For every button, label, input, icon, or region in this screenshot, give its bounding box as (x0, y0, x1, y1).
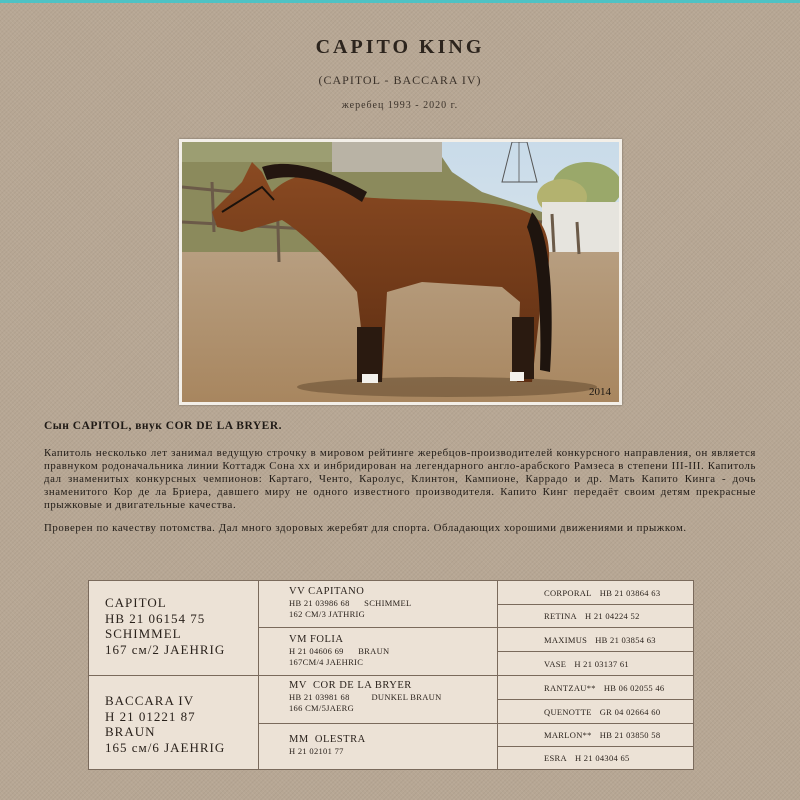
ggp-name: CORPORAL (544, 587, 592, 598)
sire-name: CAPITOL (105, 595, 167, 610)
ggp-name: QUENOTTE (544, 706, 592, 717)
ggp-name: ESRA (544, 753, 567, 763)
grandparent-details: H 21 02101 77 (289, 746, 344, 756)
ggp-code: HB 21 03864 63 (599, 587, 661, 598)
pedigree-grandparent (259, 676, 498, 724)
pedigree-table (88, 580, 694, 770)
pedigree-grandparent (259, 724, 498, 769)
pedigree-great-grandparent (498, 724, 693, 747)
grandparent-height: 162 CM/3 JATHRIG (289, 609, 366, 619)
grandparent-name: VM FOLIA (289, 634, 344, 645)
top-accent-bar (0, 0, 800, 3)
dam-height: 165 см/6 JAEHRIG (105, 739, 226, 755)
grandparent-details: H 21 04606 69 BRAUN (289, 646, 390, 656)
sire-color: SCHIMMEL (105, 626, 182, 641)
ggp-name: VASE (544, 658, 567, 669)
ggp-code: H 21 04304 65 (574, 753, 630, 763)
lineage-line: Сын CAPITOL, внук COR DE LA BRYER. (44, 420, 283, 432)
grandparent-height: 167CM/4 JAEHRIC (289, 657, 364, 667)
grandparent-details: HB 21 03986 68 SCHIMMEL (289, 598, 412, 608)
description-paragraph: Капитоль несколько лет занимал ведущую строчку в мировом рейтинге жеребцов-производителей конкурсного направления, он является правнуком родоначальника линии Коттадж Сона хх и инбридирован на легендарного англо-арабского Рамзеса в степени III-III. Капитоль дал знаменитых конкурсных чемпионов: Картаго, Ченто, Каролус, Клинтон, Кампионе, Каррадо и др. Мать Капито Кинга - дочь знаменитого Кор де ла Бриера, давшего миру не одного известного производителя. Капито Кинг передаёт своим детям прекрасные прыжковые и двигательные качества. (44, 447, 756, 511)
ggp-code: HB 06 02055 46 (603, 682, 665, 693)
grandparent-name: VV CAPITANO (289, 586, 365, 597)
sire-registry: HB 21 06154 75 (105, 610, 206, 626)
pedigree-great-grandparent (498, 676, 693, 700)
ggp-code: H 21 03137 61 (574, 658, 629, 669)
ggp-code: HB 21 03854 63 (595, 634, 656, 645)
page-subtitle: (CAPITOL - BACCARA IV) (318, 73, 482, 87)
grandparent-name: MV COR DE LA BRYER (289, 680, 412, 691)
grandparent-name: MM OLESTRA (289, 734, 366, 745)
horse-photo (179, 139, 622, 405)
ggp-code: GR 04 02664 60 (599, 706, 661, 717)
ggp-name: RANTZAU** (544, 682, 596, 693)
pedigree-sire (89, 581, 259, 676)
photo-year: 2014 (589, 386, 611, 398)
page-title: CAPITO KING (315, 36, 485, 58)
ggp-code: HB 21 03850 58 (599, 730, 661, 740)
sire-height: 167 см/2 JAEHRIG (105, 641, 226, 657)
pedigree-great-grandparent (498, 628, 693, 652)
lifespan: жеребец 1993 - 2020 г. (341, 100, 459, 111)
grandparent-details: HB 21 03981 68 DUNKEL BRAUN (289, 692, 442, 702)
horse-photo-illustration (182, 142, 619, 402)
pedigree-great-grandparent (498, 700, 693, 724)
pedigree-great-grandparent (498, 605, 693, 628)
pedigree-great-grandparent (498, 747, 693, 769)
pedigree-great-grandparent (498, 652, 693, 676)
pedigree-grandparent (259, 581, 498, 628)
ggp-code: H 21 04224 52 (584, 611, 640, 621)
pedigree-dam (89, 676, 259, 769)
grandparent-height: 166 CM/5JAERG (289, 703, 355, 713)
ggp-name: RETINA (544, 611, 577, 621)
dam-color: BRAUN (105, 724, 156, 739)
ggp-name: MARLON** (544, 730, 592, 740)
pedigree-great-grandparent (498, 581, 693, 605)
description-paragraph: Проверен по качеству потомства. Дал много здоровых жеребят для спорта. Обладающих хорошими движениями и прыжком. (44, 522, 687, 534)
pedigree-grandparent (259, 628, 498, 676)
ggp-name: MAXIMUS (544, 634, 588, 645)
dam-registry: H 21 01221 87 (105, 708, 196, 724)
dam-name: BACCARA IV (105, 693, 195, 708)
